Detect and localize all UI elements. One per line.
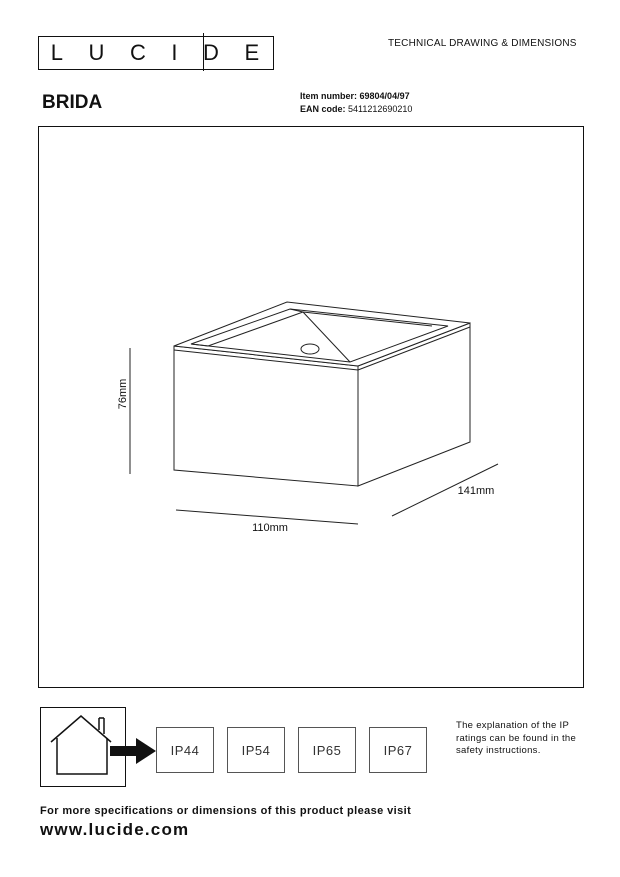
box-hole: [301, 344, 319, 354]
item-number-label: Item number:: [300, 91, 358, 101]
item-number: 69804/04/97: [359, 91, 410, 101]
logo-wordmark: L U C I D E: [50, 40, 262, 65]
depth-label: 141mm: [457, 485, 495, 497]
ip-rating-badge: IP67: [369, 727, 427, 773]
product-name: BRIDA: [42, 92, 103, 113]
ip-rating-badge: IP65: [298, 727, 356, 773]
item-info: [300, 90, 412, 116]
footer-url-link[interactable]: www.lucide.com: [40, 820, 190, 839]
brand-logo: [38, 36, 274, 70]
ip-rating-badge: IP54: [227, 727, 285, 773]
document-type: TECHNICAL DRAWING & DIMENSIONS: [388, 38, 577, 49]
ean-label: EAN code:: [300, 104, 346, 114]
footer-text: For more specifications or dimensions of this product please visit: [40, 805, 412, 817]
technical-drawing: [38, 126, 584, 688]
width-label: 110mm: [252, 522, 288, 534]
ip-rating-badge: IP44: [156, 727, 214, 773]
ip-ratings-note: The explanation of the IP ratings can be found in the safety instructions.: [456, 720, 577, 756]
ean-code: 5411212690210: [348, 104, 413, 114]
height-label: 76mm: [117, 378, 129, 410]
arrow-right-icon: [110, 736, 158, 766]
logo-divider: [203, 33, 204, 71]
